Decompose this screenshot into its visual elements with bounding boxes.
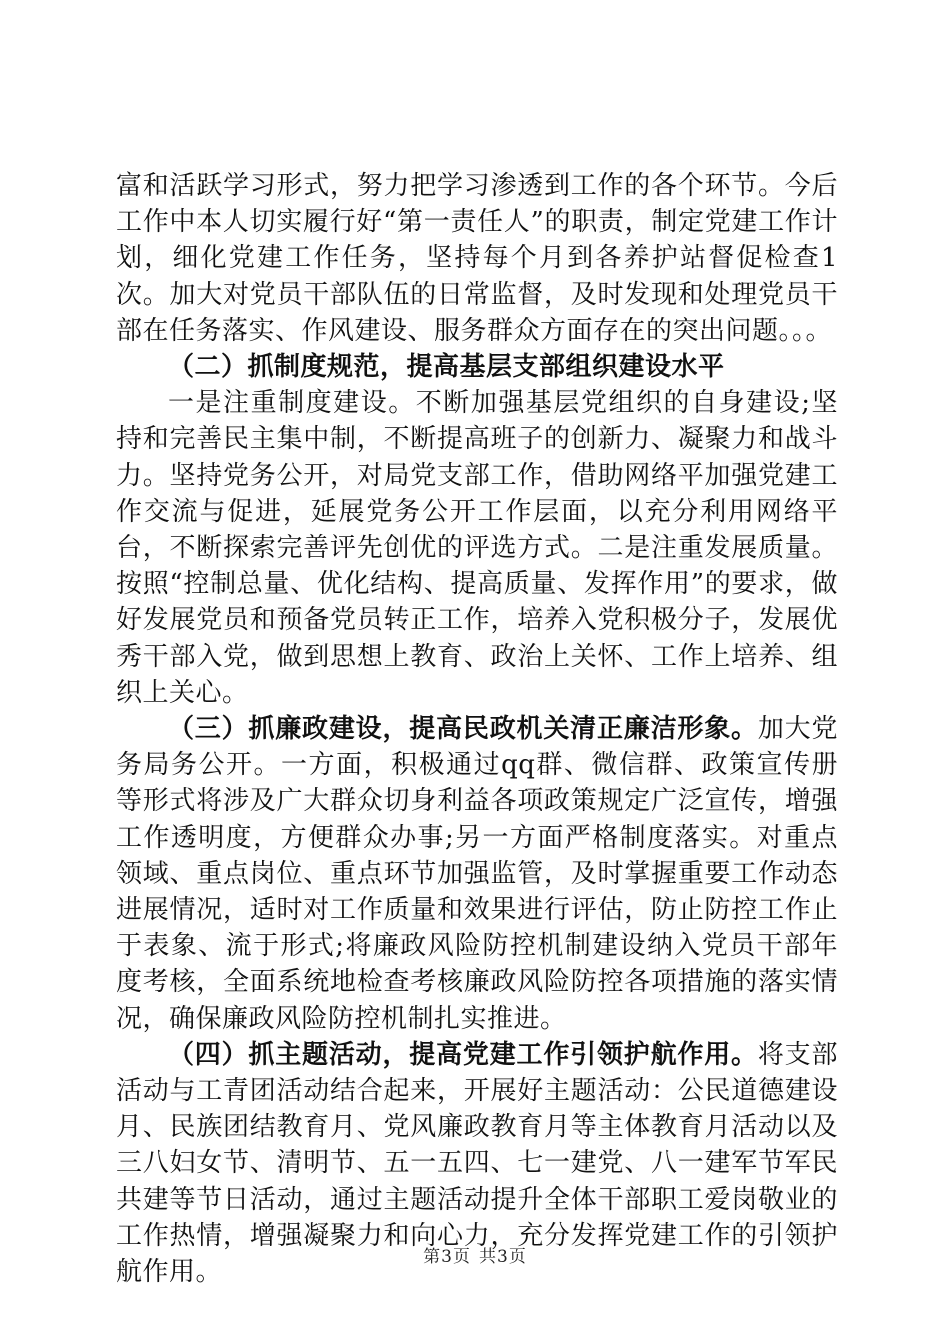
page-footer [0, 1242, 950, 1267]
paragraph-4-text: 加大党务局务公开。一方面，积极通过qq群、微信群、政策宣传册等形式将涉及广大群众切身利益各项政策规定广泛宣传，增强工作透明度，方便群众办事;另一方面严格制度落实。对重点领域、重点岗位、重点环节加强监管，及时掌握重要工作动态进展情况，适时对工作质量和效果进行评估，防止防控工作止于表象、流于形式;将廉政风险防控机制建设纳入党员干部年度考核，全面系统地检查考核廉政风险防控各项措施的落实情况，确保廉政风险防控机制扎实推进。 [116, 714, 838, 1034]
page-number: 第3页 [423, 1247, 471, 1267]
section-heading-2-title: （二）抓制度规范，提高基层支部组织建设水平 [168, 352, 725, 383]
document-body [116, 168, 838, 1290]
paragraph-3-text: 一是注重制度建设。不断加强基层党组织的自身建设;坚持和完善民主集中制，不断提高班子的创新力、凝聚力和战斗力。坚持党务公开，对局党支部工作，借助网络平加强党建工作交流与促进，延展党务公开工作层面，以充分利用网络平台，不断探索完善评先创优的评选方式。二是注重发展质量。按照“控制总量、优化结构、提高质量、发挥作用”的要求，做好发展党员和预备党员转正工作，培养入党积极分子，发展优秀干部入党，做到思想上教育、政治上关怀、工作上培养、组织上关心。 [116, 388, 838, 708]
paragraph-1 [116, 168, 838, 349]
paragraph-1-text: 富和活跃学习形式，努力把学习渗透到工作的各个环节。今后工作中本人切实履行好“第一责任人”的职责，制定党建工作计划，细化党建工作任务，坚持每个月到各养护站督促检查1次。加大对党员干部队伍的日常监督，及时发现和处理党员干部在任务落实、作风建设、服务群众方面存在的突出问题。。。 [116, 171, 838, 346]
section-heading-3-title: （三）抓廉政建设，提高民政机关清正廉洁形象。 [168, 714, 758, 745]
paragraph-4 [116, 711, 838, 1037]
section-heading-2 [116, 349, 838, 385]
paragraph-3 [116, 385, 838, 711]
page-total: 共3页 [479, 1247, 527, 1267]
paragraph-5-text: 将支部活动与工青团活动结合起来，开展好主题活动：公民道德建设月、民族团结教育月、党风廉政教育月等主体教育月活动以及三八妇女节、清明节、五一五四、七一建党、八一建军节军民共建等节日活动，通过主题活动提升全体干部职工爱岗敬业的工作热情，增强凝聚力和向心力，充分发挥党建工作的引领护航作用。 [116, 1039, 838, 1288]
section-heading-4-title: （四）抓主题活动，提高党建工作引领护航作用。 [168, 1039, 758, 1070]
